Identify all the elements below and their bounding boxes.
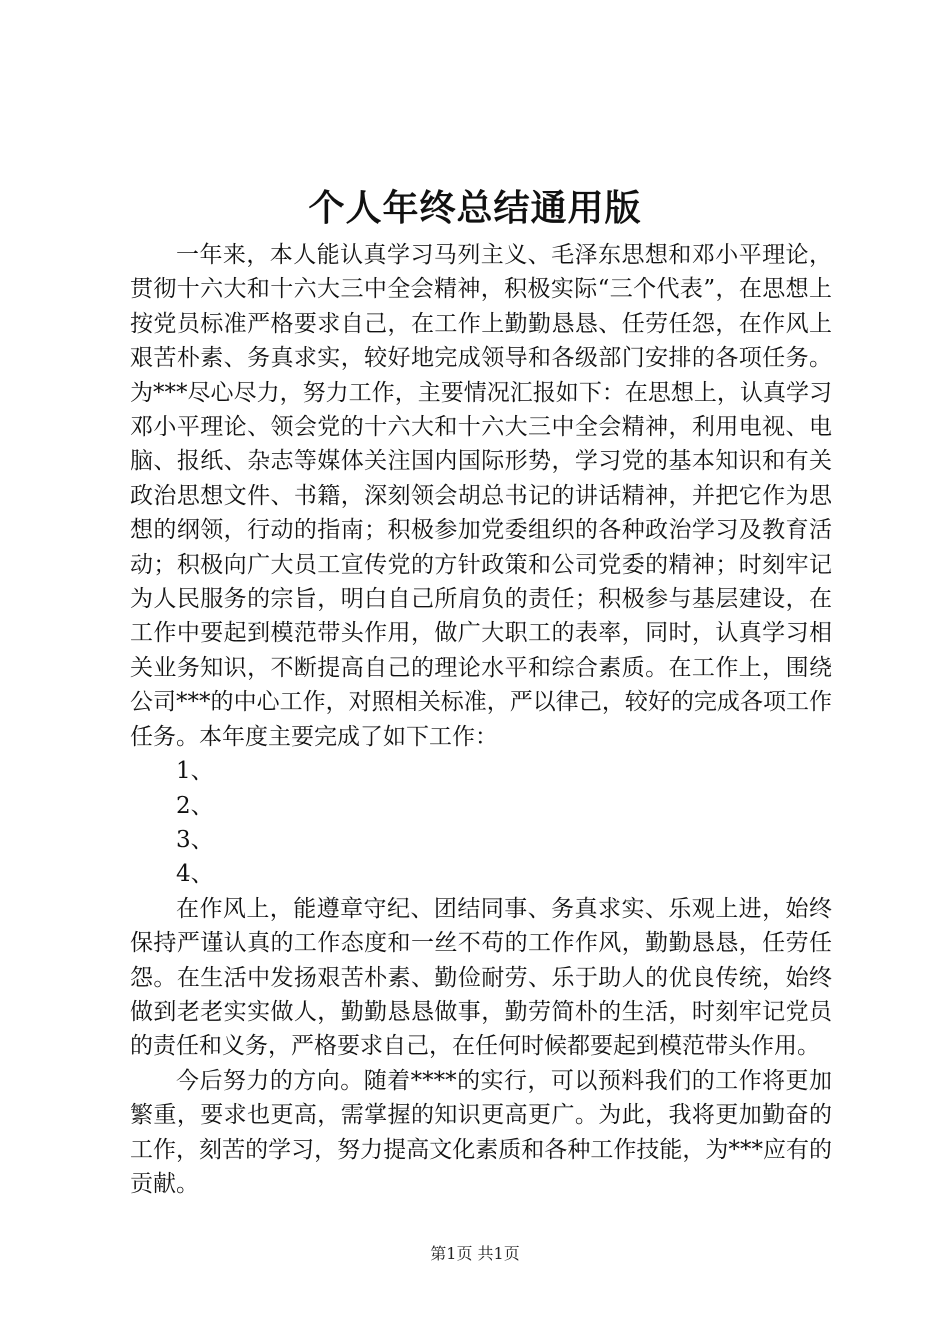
- list-item: 2、: [176, 792, 214, 819]
- page-number-footer: 第1页 共1页: [430, 1244, 520, 1263]
- document-body: [130, 238, 832, 1201]
- paragraph-future: 今后努力的方向。随着****的实行，可以预料我们的工作将更加繁重，要求也更高，需掌握的知识更高更广。为此，我将更加勤奋的工作，刻苦的学习，努力提高文化素质和各种工作技能，为***应有的贡献。: [130, 1067, 832, 1197]
- list-item: 4、: [176, 861, 214, 888]
- paragraph-style: 在作风上，能遵章守纪、团结同事、务真求实、乐观上进，始终保持严谨认真的工作态度和一丝不苟的工作作风，勤勤恳恳，任劳任怨。在生活中发扬艰苦朴素、勤俭耐劳、乐于助人的优良传统，始终做到老老实实做人，勤勤恳恳做事，勤劳简朴的生活，时刻牢记党员的责任和义务，严格要求自己，在任何时候都要起到模范带头作用。: [130, 895, 832, 1060]
- paragraph-intro: 一年来，本人能认真学习马列主义、毛泽东思想和邓小平理论，贯彻十六大和十六大三中全会精神，积极实际“三个代表”，在思想上按党员标准严格要求自己，在工作上勤勤恳恳、任劳任怨，在作风上艰苦朴素、务真求实，较好地完成领导和各级部门安排的各项任务。为***尽心尽力，努力工作，主要情况汇报如下：在思想上，认真学习邓小平理论、领会党的十六大和十六大三中全会精神，利用电视、电脑、报纸、杂志等媒体关注国内国际形势，学习党的基本知识和有关政治思想文件、书籍，深刻领会胡总书记的讲话精神，并把它作为思想的纲领，行动的指南；积极参加党委组织的各种政治学习及教育活动；积极向广大员工宣传党的方针政策和公司党委的精神；时刻牢记为人民服务的宗旨，明白自己所肩负的责任；积极参与基层建设，在工作中要起到模范带头作用，做广大职工的表率，同时，认真学习相关业务知识，不断提高自己的理论水平和综合素质。在工作上，围绕公司***的中心工作，对照相关标准，严以律己，较好的完成各项工作任务。本年度主要完成了如下工作：: [130, 242, 832, 750]
- list-item: 1、: [176, 758, 214, 785]
- document-title: 个人年终总结通用版: [308, 187, 642, 229]
- list-item: 3、: [176, 826, 214, 853]
